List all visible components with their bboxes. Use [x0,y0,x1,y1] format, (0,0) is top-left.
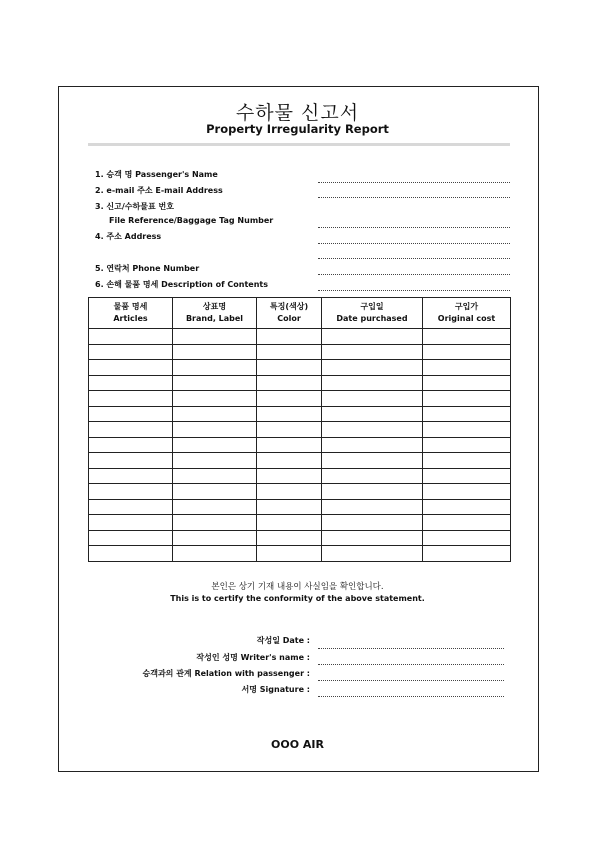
header-brand: 상표명 Brand, Label [173,298,257,329]
table-cell[interactable] [423,422,511,438]
table-cell[interactable] [173,391,257,407]
table-cell[interactable] [173,484,257,500]
date-line[interactable] [318,648,504,649]
title-divider [88,143,510,146]
table-row [89,453,511,469]
table-cell[interactable] [89,422,173,438]
table-cell[interactable] [257,391,322,407]
table-cell[interactable] [89,530,173,546]
table-cell[interactable] [423,406,511,422]
table-cell[interactable] [322,437,423,453]
table-cell[interactable] [89,360,173,376]
address-line-1[interactable] [318,243,510,244]
table-cell[interactable] [89,453,173,469]
table-row [89,484,511,500]
table-row [89,530,511,546]
table-cell[interactable] [89,406,173,422]
field-address: 4. 주소 Address [95,232,162,241]
table-row [89,437,511,453]
writer-name-line[interactable] [318,664,504,665]
table-row [89,375,511,391]
field-email: 2. e-mail 주소 E-mail Address [95,186,223,195]
certification-english: This is to certify the conformity of the above statement. [170,594,425,603]
table-cell[interactable] [173,437,257,453]
field-passenger-name: 1. 승객 명 Passenger's Name [95,170,218,179]
table-row [89,468,511,484]
table-cell[interactable] [322,406,423,422]
table-cell[interactable] [89,484,173,500]
table-cell[interactable] [423,484,511,500]
contents-table [88,297,511,562]
table-cell[interactable] [173,406,257,422]
writer-name-label: 작성인 성명 Writer's name : [196,653,310,662]
table-row [89,406,511,422]
header-original-cost: 구입가 Original cost [423,298,511,329]
table-cell[interactable] [173,453,257,469]
table-row [89,499,511,515]
relation-line[interactable] [318,680,504,681]
file-reference-line[interactable] [318,227,510,228]
table-cell[interactable] [322,530,423,546]
table-cell[interactable] [257,406,322,422]
table-cell[interactable] [322,453,423,469]
table-cell[interactable] [257,468,322,484]
table-cell[interactable] [423,468,511,484]
table-cell[interactable] [257,329,322,345]
table-cell[interactable] [257,530,322,546]
table-cell[interactable] [89,468,173,484]
table-row [89,391,511,407]
table-cell[interactable] [322,391,423,407]
table-cell[interactable] [423,546,511,562]
passenger-name-line[interactable] [318,182,510,183]
table-cell[interactable] [423,344,511,360]
table-cell[interactable] [257,546,322,562]
table-cell[interactable] [322,344,423,360]
table-cell[interactable] [322,468,423,484]
airline-name: OOO AIR [271,738,324,751]
header-articles: 물품 명세 Articles [89,298,173,329]
table-cell[interactable] [423,499,511,515]
table-cell[interactable] [89,391,173,407]
table-cell[interactable] [173,329,257,345]
field-phone: 5. 연락처 Phone Number [95,264,200,273]
table-cell[interactable] [257,499,322,515]
table-cell[interactable] [257,453,322,469]
form-title-korean: 수하물 신고서 [235,102,360,124]
table-cell[interactable] [322,499,423,515]
form-title-english: Property Irregularity Report [206,122,389,136]
table-cell[interactable] [257,360,322,376]
table-cell[interactable] [173,468,257,484]
table-cell[interactable] [257,422,322,438]
table-row [89,360,511,376]
header-date-purchased: 구입일 Date purchased [322,298,423,329]
table-cell[interactable] [173,422,257,438]
table-cell[interactable] [89,499,173,515]
table-cell[interactable] [257,344,322,360]
table-cell[interactable] [423,329,511,345]
table-cell[interactable] [173,360,257,376]
table-cell[interactable] [257,375,322,391]
table-cell[interactable] [173,499,257,515]
table-cell[interactable] [322,484,423,500]
table-cell[interactable] [173,546,257,562]
table-cell[interactable] [322,360,423,376]
field-file-reference-english: File Reference/Baggage Tag Number [109,216,274,225]
table-row [89,515,511,531]
table-header-row [89,298,511,329]
table-cell[interactable] [173,530,257,546]
table-cell[interactable] [173,344,257,360]
date-label: 작성일 Date : [256,636,310,645]
table-cell[interactable] [89,515,173,531]
certification-korean: 본인은 상기 기재 내용이 사실임을 확인합니다. [211,582,384,592]
table-cell[interactable] [89,375,173,391]
contents-line[interactable] [318,290,510,291]
table-cell[interactable] [423,437,511,453]
table-cell[interactable] [423,453,511,469]
relation-label: 승객과의 관계 Relation with passenger : [142,669,310,678]
table-cell[interactable] [423,515,511,531]
table-cell[interactable] [423,391,511,407]
table-cell[interactable] [257,437,322,453]
table-cell[interactable] [89,546,173,562]
table-cell[interactable] [322,546,423,562]
address-line-2[interactable] [318,258,510,259]
table-row [89,329,511,345]
table-cell[interactable] [173,515,257,531]
table-cell[interactable] [322,422,423,438]
table-row [89,546,511,562]
table-cell[interactable] [257,484,322,500]
table-cell[interactable] [322,329,423,345]
table-cell[interactable] [423,375,511,391]
table-cell[interactable] [89,329,173,345]
header-color: 특징(색상) Color [257,298,322,329]
signature-line[interactable] [318,696,504,697]
table-cell[interactable] [322,515,423,531]
table-cell[interactable] [257,515,322,531]
table-cell[interactable] [89,344,173,360]
email-line[interactable] [318,197,510,198]
table-cell[interactable] [423,530,511,546]
table-cell[interactable] [322,375,423,391]
table-row [89,344,511,360]
field-file-reference: 3. 신고/수하물표 번호 [95,202,174,211]
field-contents: 6. 손해 물품 명세 Description of Contents [95,280,269,289]
phone-line[interactable] [318,274,510,275]
signature-label: 서명 Signature : [241,685,310,694]
table-cell[interactable] [423,360,511,376]
table-cell[interactable] [89,437,173,453]
table-row [89,422,511,438]
table-cell[interactable] [173,375,257,391]
